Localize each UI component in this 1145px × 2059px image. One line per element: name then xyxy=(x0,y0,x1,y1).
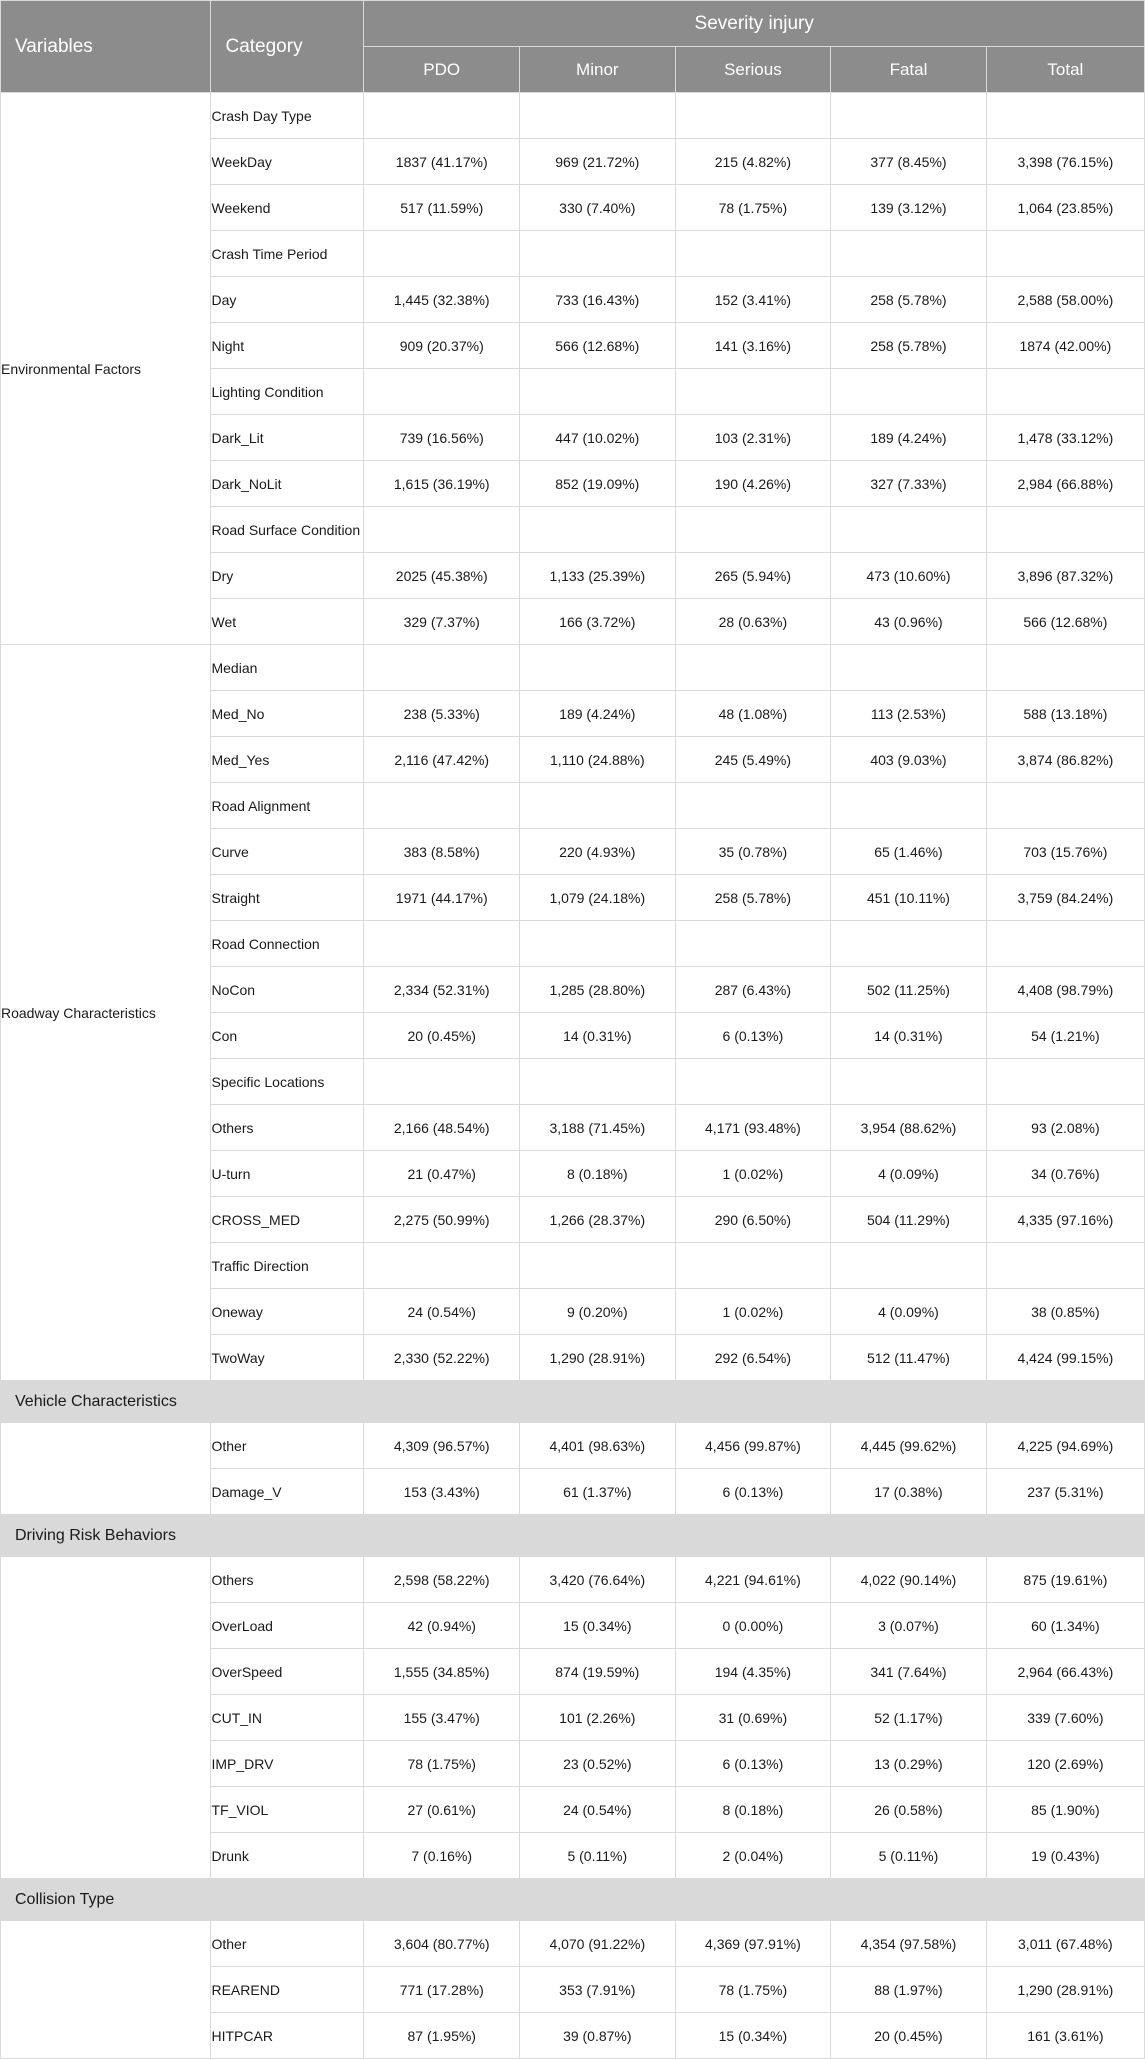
value-cell: 2,598 (58.22%) xyxy=(364,1557,520,1603)
table-row xyxy=(1,1423,1145,1469)
category-cell: Day xyxy=(211,277,364,323)
value-cell: 54 (1.21%) xyxy=(986,1013,1144,1059)
value-cell: 1,079 (24.18%) xyxy=(520,875,676,921)
value-cell: 377 (8.45%) xyxy=(831,139,987,185)
table-header xyxy=(1,1,1145,93)
value-cell xyxy=(831,231,987,277)
value-cell xyxy=(675,93,831,139)
value-cell xyxy=(520,921,676,967)
category-cell: Other xyxy=(211,1423,364,1469)
value-cell: 3,954 (88.62%) xyxy=(831,1105,987,1151)
value-cell: 0 (0.00%) xyxy=(675,1603,831,1649)
value-cell xyxy=(364,507,520,553)
category-cell: WeekDay xyxy=(211,139,364,185)
value-cell: 290 (6.50%) xyxy=(675,1197,831,1243)
value-cell: 4,354 (97.58%) xyxy=(831,1921,987,1967)
category-cell: Weekend xyxy=(211,185,364,231)
value-cell: 152 (3.41%) xyxy=(675,277,831,323)
value-cell: 4,070 (91.22%) xyxy=(520,1921,676,1967)
value-cell: 120 (2.69%) xyxy=(986,1741,1144,1787)
value-cell: 103 (2.31%) xyxy=(675,415,831,461)
value-cell: 1971 (44.17%) xyxy=(364,875,520,921)
value-cell: 166 (3.72%) xyxy=(520,599,676,645)
value-cell: 4,225 (94.69%) xyxy=(986,1423,1144,1469)
value-cell: 258 (5.78%) xyxy=(675,875,831,921)
variable-group-cell-empty xyxy=(1,1423,211,1515)
value-cell xyxy=(986,369,1144,415)
value-cell: 3,604 (80.77%) xyxy=(364,1921,520,1967)
table-row xyxy=(1,1921,1145,1967)
value-cell xyxy=(675,921,831,967)
value-cell: 15 (0.34%) xyxy=(520,1603,676,1649)
table-body xyxy=(1,93,1145,2059)
value-cell xyxy=(364,921,520,967)
value-cell xyxy=(520,231,676,277)
value-cell xyxy=(364,645,520,691)
value-cell: 17 (0.38%) xyxy=(831,1469,987,1515)
value-cell: 245 (5.49%) xyxy=(675,737,831,783)
value-cell: 85 (1.90%) xyxy=(986,1787,1144,1833)
category-cell: Wet xyxy=(211,599,364,645)
value-cell: 28 (0.63%) xyxy=(675,599,831,645)
value-cell xyxy=(364,783,520,829)
table-row xyxy=(1,645,1145,691)
category-cell: Dry xyxy=(211,553,364,599)
value-cell: 4 (0.09%) xyxy=(831,1151,987,1197)
header-total: Total xyxy=(986,47,1144,93)
value-cell: 504 (11.29%) xyxy=(831,1197,987,1243)
value-cell xyxy=(520,1243,676,1289)
value-cell: 26 (0.58%) xyxy=(831,1787,987,1833)
category-cell: Oneway xyxy=(211,1289,364,1335)
value-cell: 1,266 (28.37%) xyxy=(520,1197,676,1243)
value-cell: 61 (1.37%) xyxy=(520,1469,676,1515)
section-header-row xyxy=(1,1515,1145,1557)
value-cell: 1,290 (28.91%) xyxy=(520,1335,676,1381)
value-cell: 1,615 (36.19%) xyxy=(364,461,520,507)
value-cell: 2,166 (48.54%) xyxy=(364,1105,520,1151)
category-cell: Crash Time Period xyxy=(211,231,364,277)
category-cell: Others xyxy=(211,1105,364,1151)
value-cell xyxy=(986,507,1144,553)
value-cell: 447 (10.02%) xyxy=(520,415,676,461)
value-cell: 327 (7.33%) xyxy=(831,461,987,507)
header-category: Category xyxy=(211,1,364,93)
header-row-primary xyxy=(1,1,1145,47)
value-cell xyxy=(520,507,676,553)
value-cell: 341 (7.64%) xyxy=(831,1649,987,1695)
value-cell xyxy=(364,231,520,277)
header-minor: Minor xyxy=(520,47,676,93)
value-cell xyxy=(364,1059,520,1105)
value-cell: 113 (2.53%) xyxy=(831,691,987,737)
value-cell: 23 (0.52%) xyxy=(520,1741,676,1787)
value-cell: 2,275 (50.99%) xyxy=(364,1197,520,1243)
value-cell: 42 (0.94%) xyxy=(364,1603,520,1649)
value-cell: 3,896 (87.32%) xyxy=(986,553,1144,599)
value-cell: 4,022 (90.14%) xyxy=(831,1557,987,1603)
value-cell xyxy=(986,921,1144,967)
value-cell: 101 (2.26%) xyxy=(520,1695,676,1741)
value-cell: 6 (0.13%) xyxy=(675,1741,831,1787)
value-cell: 4,456 (99.87%) xyxy=(675,1423,831,1469)
value-cell: 238 (5.33%) xyxy=(364,691,520,737)
value-cell: 1874 (42.00%) xyxy=(986,323,1144,369)
value-cell xyxy=(520,93,676,139)
value-cell: 39 (0.87%) xyxy=(520,2013,676,2059)
category-cell: OverLoad xyxy=(211,1603,364,1649)
value-cell: 93 (2.08%) xyxy=(986,1105,1144,1151)
value-cell: 24 (0.54%) xyxy=(520,1787,676,1833)
category-cell: NoCon xyxy=(211,967,364,1013)
value-cell xyxy=(831,93,987,139)
value-cell xyxy=(831,783,987,829)
value-cell: 60 (1.34%) xyxy=(986,1603,1144,1649)
value-cell: 1,290 (28.91%) xyxy=(986,1967,1144,2013)
category-cell: Other xyxy=(211,1921,364,1967)
value-cell xyxy=(520,369,676,415)
value-cell xyxy=(986,783,1144,829)
value-cell: 31 (0.69%) xyxy=(675,1695,831,1741)
value-cell: 739 (16.56%) xyxy=(364,415,520,461)
category-cell: Curve xyxy=(211,829,364,875)
value-cell: 1,285 (28.80%) xyxy=(520,967,676,1013)
category-cell: Road Surface Condition xyxy=(211,507,364,553)
category-cell: TwoWay xyxy=(211,1335,364,1381)
value-cell: 3,188 (71.45%) xyxy=(520,1105,676,1151)
header-severity-injury: Severity injury xyxy=(364,1,1145,47)
value-cell: 3 (0.07%) xyxy=(831,1603,987,1649)
value-cell: 24 (0.54%) xyxy=(364,1289,520,1335)
value-cell xyxy=(986,645,1144,691)
value-cell xyxy=(675,1059,831,1105)
value-cell: 517 (11.59%) xyxy=(364,185,520,231)
value-cell: 189 (4.24%) xyxy=(831,415,987,461)
value-cell: 153 (3.43%) xyxy=(364,1469,520,1515)
section-title: Collision Type xyxy=(1,1879,1145,1921)
category-cell: Road Connection xyxy=(211,921,364,967)
value-cell: 2,588 (58.00%) xyxy=(986,277,1144,323)
value-cell: 2,116 (47.42%) xyxy=(364,737,520,783)
value-cell: 265 (5.94%) xyxy=(675,553,831,599)
value-cell: 4,221 (94.61%) xyxy=(675,1557,831,1603)
value-cell: 35 (0.78%) xyxy=(675,829,831,875)
category-cell: Crash Day Type xyxy=(211,93,364,139)
value-cell: 2025 (45.38%) xyxy=(364,553,520,599)
value-cell: 2,330 (52.22%) xyxy=(364,1335,520,1381)
category-cell: Traffic Direction xyxy=(211,1243,364,1289)
category-cell: CUT_IN xyxy=(211,1695,364,1741)
category-cell: Others xyxy=(211,1557,364,1603)
value-cell: 78 (1.75%) xyxy=(675,1967,831,2013)
value-cell: 48 (1.08%) xyxy=(675,691,831,737)
value-cell: 875 (19.61%) xyxy=(986,1557,1144,1603)
category-cell: Night xyxy=(211,323,364,369)
section-title: Driving Risk Behaviors xyxy=(1,1515,1145,1557)
category-cell: Med_No xyxy=(211,691,364,737)
value-cell: 27 (0.61%) xyxy=(364,1787,520,1833)
value-cell: 1,555 (34.85%) xyxy=(364,1649,520,1695)
header-variables: Variables xyxy=(1,1,211,93)
value-cell: 1,478 (33.12%) xyxy=(986,415,1144,461)
value-cell: 3,759 (84.24%) xyxy=(986,875,1144,921)
value-cell: 21 (0.47%) xyxy=(364,1151,520,1197)
value-cell: 287 (6.43%) xyxy=(675,967,831,1013)
value-cell: 88 (1.97%) xyxy=(831,1967,987,2013)
value-cell: 87 (1.95%) xyxy=(364,2013,520,2059)
value-cell: 353 (7.91%) xyxy=(520,1967,676,2013)
category-cell: IMP_DRV xyxy=(211,1741,364,1787)
value-cell: 473 (10.60%) xyxy=(831,553,987,599)
value-cell: 8 (0.18%) xyxy=(675,1787,831,1833)
section-title: Vehicle Characteristics xyxy=(1,1381,1145,1423)
value-cell xyxy=(675,231,831,277)
value-cell xyxy=(831,921,987,967)
value-cell: 43 (0.96%) xyxy=(831,599,987,645)
value-cell: 2,964 (66.43%) xyxy=(986,1649,1144,1695)
value-cell: 4,171 (93.48%) xyxy=(675,1105,831,1151)
value-cell: 4,309 (96.57%) xyxy=(364,1423,520,1469)
value-cell: 2 (0.04%) xyxy=(675,1833,831,1879)
value-cell: 1 (0.02%) xyxy=(675,1151,831,1197)
value-cell xyxy=(364,369,520,415)
value-cell: 566 (12.68%) xyxy=(986,599,1144,645)
value-cell: 139 (3.12%) xyxy=(831,185,987,231)
category-cell: Dark_Lit xyxy=(211,415,364,461)
value-cell: 2,334 (52.31%) xyxy=(364,967,520,1013)
value-cell: 383 (8.58%) xyxy=(364,829,520,875)
value-cell: 52 (1.17%) xyxy=(831,1695,987,1741)
value-cell xyxy=(831,645,987,691)
value-cell: 13 (0.29%) xyxy=(831,1741,987,1787)
variable-group-cell: Environmental Factors xyxy=(1,93,211,645)
value-cell xyxy=(364,1243,520,1289)
value-cell: 330 (7.40%) xyxy=(520,185,676,231)
value-cell: 874 (19.59%) xyxy=(520,1649,676,1695)
value-cell: 1,110 (24.88%) xyxy=(520,737,676,783)
value-cell: 3,420 (76.64%) xyxy=(520,1557,676,1603)
section-header-row xyxy=(1,1879,1145,1921)
value-cell xyxy=(520,1059,676,1105)
value-cell xyxy=(675,507,831,553)
category-cell: U-turn xyxy=(211,1151,364,1197)
value-cell: 4 (0.09%) xyxy=(831,1289,987,1335)
header-fatal: Fatal xyxy=(831,47,987,93)
value-cell: 189 (4.24%) xyxy=(520,691,676,737)
value-cell: 220 (4.93%) xyxy=(520,829,676,875)
category-cell: REAREND xyxy=(211,1967,364,2013)
category-cell: Dark_NoLit xyxy=(211,461,364,507)
value-cell: 771 (17.28%) xyxy=(364,1967,520,2013)
value-cell: 329 (7.37%) xyxy=(364,599,520,645)
value-cell: 3,011 (67.48%) xyxy=(986,1921,1144,1967)
variable-group-cell-empty xyxy=(1,1921,211,2059)
value-cell xyxy=(831,369,987,415)
value-cell: 451 (10.11%) xyxy=(831,875,987,921)
category-cell: Lighting Condition xyxy=(211,369,364,415)
value-cell: 1 (0.02%) xyxy=(675,1289,831,1335)
category-cell: Specific Locations xyxy=(211,1059,364,1105)
value-cell: 78 (1.75%) xyxy=(675,185,831,231)
value-cell: 566 (12.68%) xyxy=(520,323,676,369)
value-cell xyxy=(520,645,676,691)
category-cell: Median xyxy=(211,645,364,691)
value-cell: 237 (5.31%) xyxy=(986,1469,1144,1515)
value-cell: 78 (1.75%) xyxy=(364,1741,520,1787)
value-cell: 4,445 (99.62%) xyxy=(831,1423,987,1469)
value-cell: 1,133 (25.39%) xyxy=(520,553,676,599)
value-cell: 8 (0.18%) xyxy=(520,1151,676,1197)
category-cell: Straight xyxy=(211,875,364,921)
section-header-row xyxy=(1,1381,1145,1423)
value-cell: 215 (4.82%) xyxy=(675,139,831,185)
value-cell xyxy=(675,369,831,415)
value-cell: 141 (3.16%) xyxy=(675,323,831,369)
category-cell: OverSpeed xyxy=(211,1649,364,1695)
value-cell: 20 (0.45%) xyxy=(831,2013,987,2059)
value-cell: 588 (13.18%) xyxy=(986,691,1144,737)
category-cell: Road Alignment xyxy=(211,783,364,829)
category-cell: Med_Yes xyxy=(211,737,364,783)
value-cell: 703 (15.76%) xyxy=(986,829,1144,875)
value-cell: 155 (3.47%) xyxy=(364,1695,520,1741)
value-cell: 1,445 (32.38%) xyxy=(364,277,520,323)
category-cell: TF_VIOL xyxy=(211,1787,364,1833)
value-cell: 909 (20.37%) xyxy=(364,323,520,369)
value-cell: 4,369 (97.91%) xyxy=(675,1921,831,1967)
value-cell: 190 (4.26%) xyxy=(675,461,831,507)
value-cell: 3,874 (86.82%) xyxy=(986,737,1144,783)
value-cell: 7 (0.16%) xyxy=(364,1833,520,1879)
value-cell: 852 (19.09%) xyxy=(520,461,676,507)
value-cell: 2,984 (66.88%) xyxy=(986,461,1144,507)
value-cell: 6 (0.13%) xyxy=(675,1013,831,1059)
value-cell: 19 (0.43%) xyxy=(986,1833,1144,1879)
value-cell xyxy=(831,1059,987,1105)
value-cell: 4,401 (98.63%) xyxy=(520,1423,676,1469)
value-cell: 4,408 (98.79%) xyxy=(986,967,1144,1013)
value-cell: 1837 (41.17%) xyxy=(364,139,520,185)
value-cell: 3,398 (76.15%) xyxy=(986,139,1144,185)
value-cell: 5 (0.11%) xyxy=(831,1833,987,1879)
value-cell: 403 (9.03%) xyxy=(831,737,987,783)
value-cell: 161 (3.61%) xyxy=(986,2013,1144,2059)
value-cell: 20 (0.45%) xyxy=(364,1013,520,1059)
value-cell: 194 (4.35%) xyxy=(675,1649,831,1695)
value-cell xyxy=(675,783,831,829)
value-cell xyxy=(675,1243,831,1289)
value-cell: 1,064 (23.85%) xyxy=(986,185,1144,231)
value-cell: 14 (0.31%) xyxy=(831,1013,987,1059)
value-cell: 733 (16.43%) xyxy=(520,277,676,323)
value-cell: 339 (7.60%) xyxy=(986,1695,1144,1741)
header-serious: Serious xyxy=(675,47,831,93)
variable-group-cell-empty xyxy=(1,1557,211,1879)
value-cell: 4,424 (99.15%) xyxy=(986,1335,1144,1381)
value-cell: 9 (0.20%) xyxy=(520,1289,676,1335)
value-cell: 15 (0.34%) xyxy=(675,2013,831,2059)
value-cell: 258 (5.78%) xyxy=(831,277,987,323)
table-row xyxy=(1,93,1145,139)
value-cell: 292 (6.54%) xyxy=(675,1335,831,1381)
value-cell: 38 (0.85%) xyxy=(986,1289,1144,1335)
variable-group-cell: Roadway Characteristics xyxy=(1,645,211,1381)
category-cell: Damage_V xyxy=(211,1469,364,1515)
value-cell: 4,335 (97.16%) xyxy=(986,1197,1144,1243)
header-pdo: PDO xyxy=(364,47,520,93)
value-cell: 65 (1.46%) xyxy=(831,829,987,875)
value-cell: 14 (0.31%) xyxy=(520,1013,676,1059)
value-cell xyxy=(986,231,1144,277)
value-cell xyxy=(986,1243,1144,1289)
value-cell xyxy=(520,783,676,829)
category-cell: CROSS_MED xyxy=(211,1197,364,1243)
value-cell: 34 (0.76%) xyxy=(986,1151,1144,1197)
category-cell: HITPCAR xyxy=(211,2013,364,2059)
value-cell: 502 (11.25%) xyxy=(831,967,987,1013)
value-cell: 6 (0.13%) xyxy=(675,1469,831,1515)
category-cell: Con xyxy=(211,1013,364,1059)
value-cell xyxy=(831,1243,987,1289)
value-cell: 5 (0.11%) xyxy=(520,1833,676,1879)
value-cell: 512 (11.47%) xyxy=(831,1335,987,1381)
value-cell xyxy=(986,1059,1144,1105)
category-cell: Drunk xyxy=(211,1833,364,1879)
value-cell xyxy=(986,93,1144,139)
table-row xyxy=(1,1557,1145,1603)
value-cell: 258 (5.78%) xyxy=(831,323,987,369)
value-cell xyxy=(364,93,520,139)
value-cell: 969 (21.72%) xyxy=(520,139,676,185)
value-cell xyxy=(675,645,831,691)
value-cell xyxy=(831,507,987,553)
